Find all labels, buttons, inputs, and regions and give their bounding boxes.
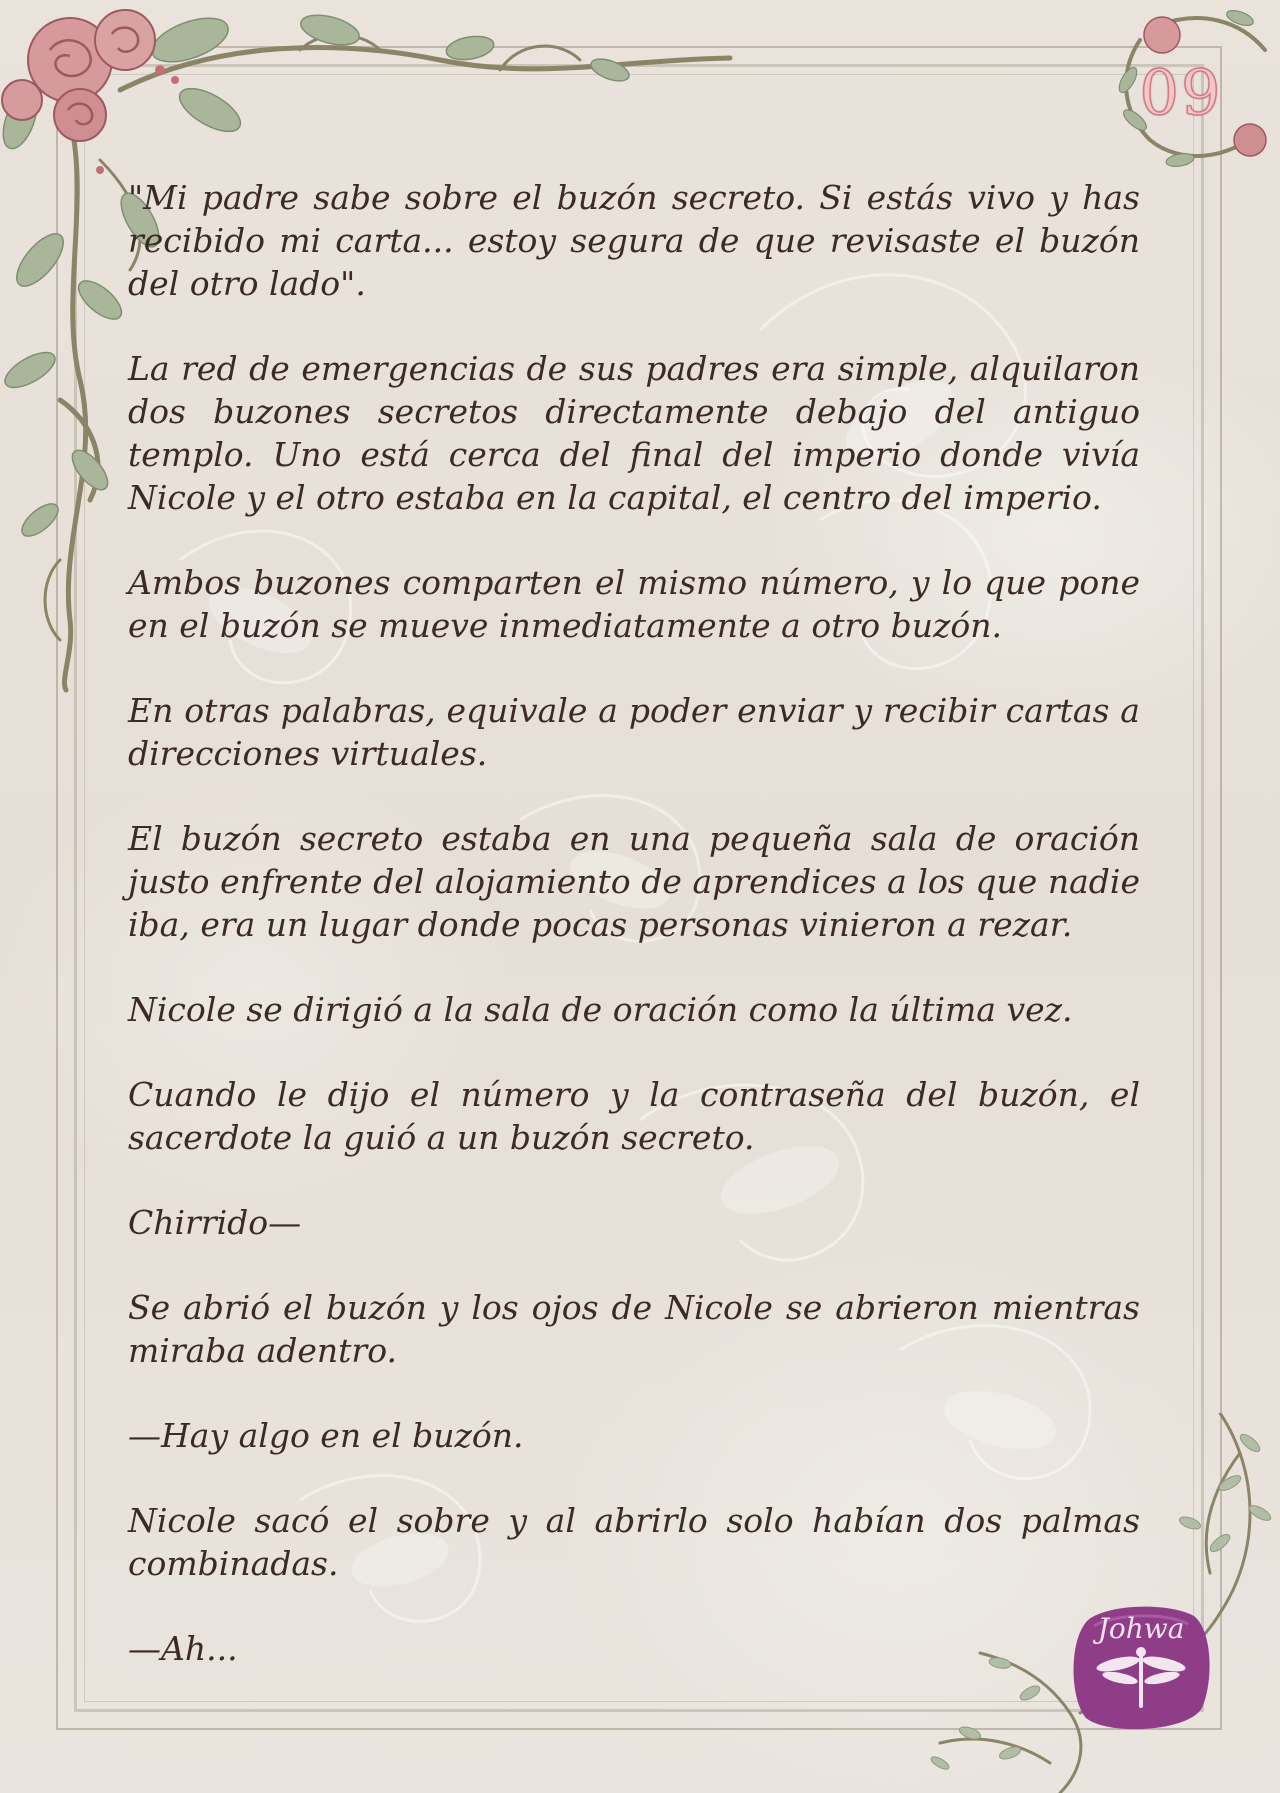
paragraph: "Mi padre sabe sobre el buzón secreto. Si estás vivo y has recibido mi carta... estoy segura de que revisaste el buzón del otro lado". [128, 178, 1140, 303]
paragraph: En otras palabras, equivale a poder enviar y recibir cartas a direcciones virtuales. [128, 691, 1140, 773]
paragraph: Chirrido— [128, 1203, 302, 1242]
paragraph: —Ah... [128, 1629, 238, 1668]
paragraph: Ambos buzones comparten el mismo número, y lo que pone en el buzón se mueve inmediatamente a otro buzón. [128, 563, 1140, 645]
paragraph: —Hay algo en el buzón. [128, 1416, 524, 1455]
paragraph: El buzón secreto estaba en una pequeña sala de oración justo enfrente del alojamiento de aprendices a los que nadie iba, era un lugar donde pocas personas vinieron a rezar. [128, 819, 1140, 944]
paragraph: Nicole sacó el sobre y al abrirlo solo habían dos palmas combinadas. [128, 1501, 1140, 1583]
paragraph: Cuando le dijo el número y la contraseña del buzón, el sacerdote la guió a un buzón secreto. [128, 1075, 1140, 1157]
story-text [128, 176, 1140, 1712]
paragraph: Se abrió el buzón y los ojos de Nicole se abrieron mientras miraba adentro. [128, 1288, 1140, 1370]
page-number: 09 [1139, 56, 1223, 129]
logo-text: Johwa [1097, 1612, 1185, 1645]
paragraph: Nicole se dirigió a la sala de oración como la última vez. [128, 990, 1073, 1029]
paragraph: La red de emergencias de sus padres era simple, alquilaron dos buzones secretos directamente debajo del antiguo templo. Uno está cerca del final del imperio donde vivía Nicole y el otro estaba en la capital, el centro del imperio. [128, 349, 1140, 517]
